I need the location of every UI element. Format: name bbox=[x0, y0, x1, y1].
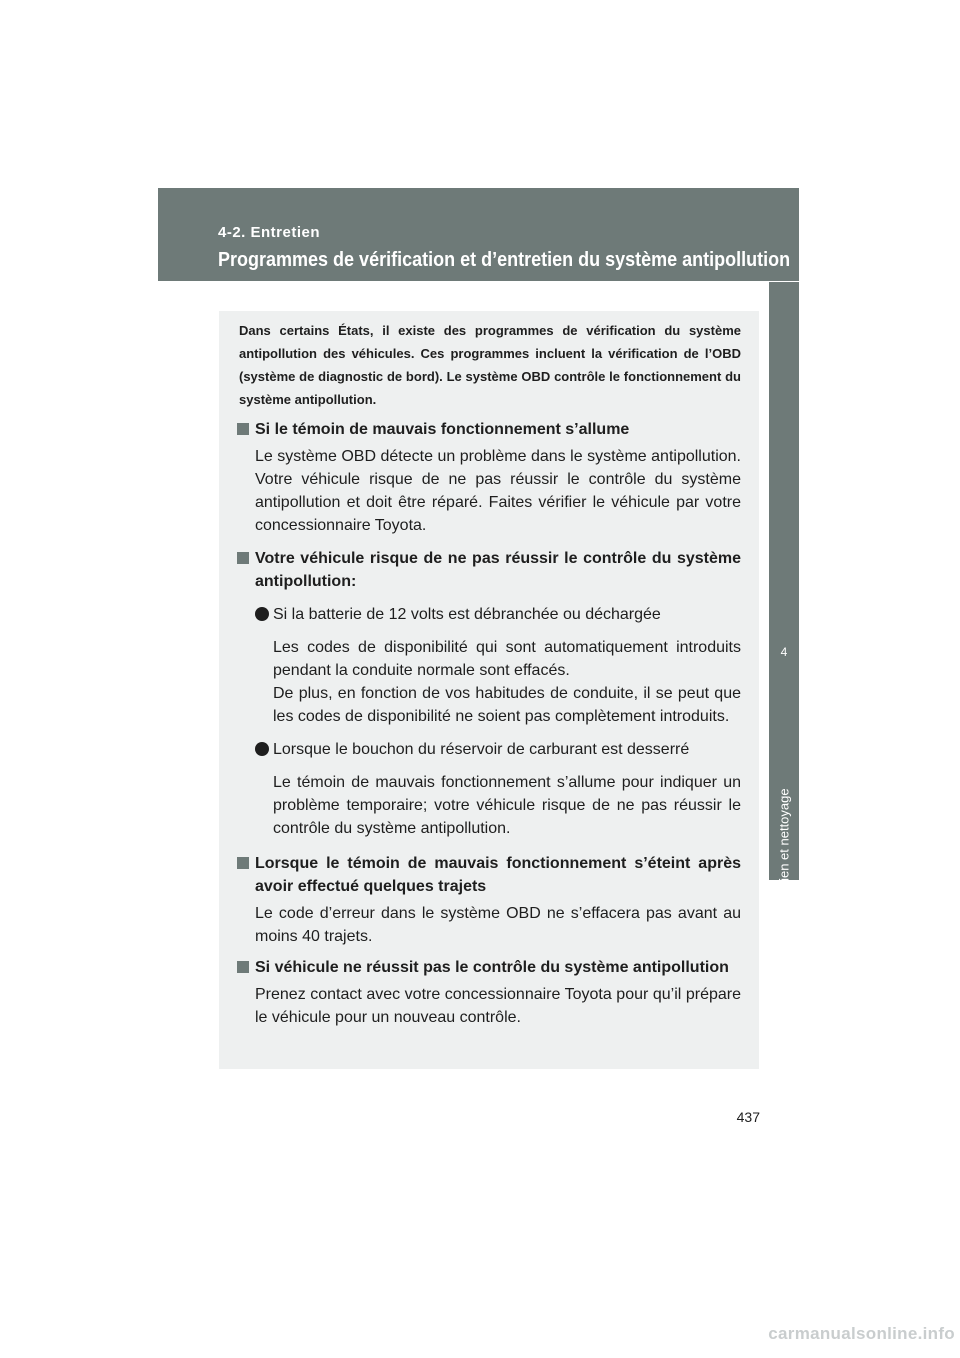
item-title-text: Lorsque le témoin de mauvais fonctionnement s’éteint après avoir effectué quelques trajets bbox=[255, 855, 741, 895]
item-title bbox=[237, 547, 741, 593]
item-title-text: Si le témoin de mauvais fonctionnement s’allume bbox=[255, 421, 630, 438]
bullet-body: Le témoin de mauvais fonctionnement s’allume pour indiquer un problème temporaire; votre véhicule risque de ne pas réussir le contrôle du système antipollution. bbox=[273, 774, 741, 837]
item-body: Le système OBD détecte un problème dans le système antipollution. Votre véhicule risque de ne pas réussir le contrôle du système antipollution et doit être réparé. Faites vérifier le véhicule par votre concessionnaire Toyota. bbox=[255, 448, 741, 534]
bullet-battery bbox=[237, 603, 741, 626]
item-may-fail bbox=[237, 547, 741, 840]
watermark: carmanualsonline.info bbox=[768, 1324, 955, 1343]
square-bullet-icon bbox=[237, 857, 249, 869]
bullet-fuel-cap bbox=[237, 738, 741, 761]
bullet-body: De plus, en fonction de vos habitudes de conduite, il se peut que les codes de disponibilité ne soient pas complètement introduits. bbox=[273, 685, 741, 725]
round-bullet-icon bbox=[255, 607, 269, 621]
page-title: Programmes de vérification et d’entretien du système antipollution bbox=[218, 249, 791, 271]
item-title-text: Si véhicule ne réussit pas le contrôle du système antipollution bbox=[255, 959, 729, 976]
round-bullet-icon bbox=[255, 742, 269, 756]
item-mil-on bbox=[237, 418, 741, 537]
section-label: 4-2. Entretien bbox=[218, 224, 321, 241]
chapter-number: 4 bbox=[780, 645, 788, 659]
chapter-side-tab[interactable] bbox=[769, 282, 799, 916]
bullet-body: Les codes de disponibilité qui sont automatiquement introduits pendant la conduite normale sont effacés. bbox=[273, 639, 741, 679]
item-title bbox=[237, 956, 741, 979]
item-title bbox=[237, 418, 741, 441]
item-body: Le code d’erreur dans le système OBD ne s’effacera pas avant au moins 40 trajets. bbox=[255, 905, 741, 945]
intro-paragraph: Dans certains États, il existe des programmes de vérification du système antipollution des véhicules. Ces programmes incluent la vérification de l’OBD (système de diagnostic de bord). Le système OBD contrôle le fonctionnement du système antipollution. bbox=[239, 323, 741, 407]
bullet-title: Lorsque le bouchon du réservoir de carburant est desserré bbox=[273, 741, 690, 758]
item-body: Prenez contact avec votre concessionnaire Toyota pour qu’il prépare le véhicule pour un nouveau contrôle. bbox=[255, 986, 741, 1026]
item-mil-off bbox=[237, 852, 741, 948]
page-header bbox=[158, 188, 799, 281]
content-box bbox=[219, 311, 759, 1069]
chapter-label: Entretien et nettoyage bbox=[776, 788, 792, 916]
item-title-text: Votre véhicule risque de ne pas réussir le contrôle du système antipollution: bbox=[255, 550, 741, 590]
item-fails-test bbox=[237, 956, 741, 1029]
item-title bbox=[237, 852, 741, 898]
square-bullet-icon bbox=[237, 552, 249, 564]
page-number: 437 bbox=[736, 1109, 760, 1125]
bullet-title: Si la batterie de 12 volts est débranchée ou déchargée bbox=[273, 606, 661, 623]
square-bullet-icon bbox=[237, 961, 249, 973]
square-bullet-icon bbox=[237, 423, 249, 435]
